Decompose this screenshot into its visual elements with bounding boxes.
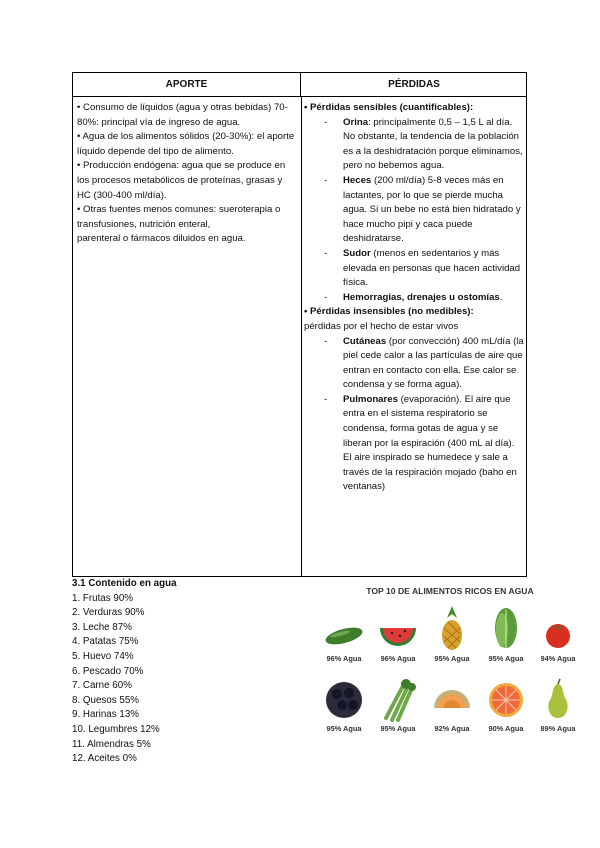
water-percent: 94% Agua xyxy=(540,654,576,663)
aporte-item: parenteral o fármacos diluidos en agua. xyxy=(77,233,246,245)
food-card xyxy=(532,678,584,733)
water-percent: 95% Agua xyxy=(434,654,470,663)
blueberries-icon xyxy=(322,678,366,722)
loss-item-hemorragias: - Hemorragias, drenajes u ostomías. xyxy=(324,291,503,303)
food-card xyxy=(426,678,478,733)
list-item: 8. Quesos 55% xyxy=(72,694,139,706)
list-item: 5. Huevo 74% xyxy=(72,650,134,662)
water-percent: 95% Agua xyxy=(380,724,416,733)
section-title: 3.1 Contenido en agua xyxy=(72,578,177,589)
column-divider xyxy=(301,97,302,576)
list-item: 9. Harinas 13% xyxy=(72,709,139,721)
aporte-column xyxy=(77,101,295,247)
perdidas-column xyxy=(304,101,524,495)
list-item: 1. Frutas 90% xyxy=(72,592,133,604)
water-percent: 95% Agua xyxy=(488,654,524,663)
tomato-icon xyxy=(536,616,580,652)
header-perdidas: PÉRDIDAS xyxy=(301,73,527,97)
water-content-list xyxy=(72,577,177,767)
list-item: 10. Legumbres 12% xyxy=(72,723,160,735)
watermelon-icon xyxy=(376,616,420,652)
food-card xyxy=(480,678,532,733)
insensibles-title: • Pérdidas insensibles (no medibles): xyxy=(304,306,474,318)
water-percent: 95% Agua xyxy=(326,724,362,733)
food-card xyxy=(480,604,532,663)
food-card xyxy=(318,678,370,733)
sensibles-title: • Pérdidas sensibles (cuantificables): xyxy=(304,102,474,113)
food-card xyxy=(372,678,424,733)
list-item: 7. Carne 60% xyxy=(72,680,132,692)
aporte-item: • Agua de los alimentos sólidos (20-30%): el aporte líquido depende del tipo de alimento. xyxy=(77,131,295,157)
food-card xyxy=(532,616,584,663)
list-item: 3. Leche 87% xyxy=(72,621,132,633)
cantaloupe-icon xyxy=(430,678,474,722)
pineapple-icon xyxy=(430,604,474,652)
loss-item-orina: - Orina: principalmente 0,5 – 1,5 L al día. No obstante, la tendencia de la población es a la deshidratación porque eliminamos, pero no bebemos agua. xyxy=(324,116,523,172)
grapefruit-icon xyxy=(484,678,528,722)
aporte-item: • Producción endógena: agua que se produce en los procesos metabólicos de proteínas, grasas y HC (300-400 ml/día). xyxy=(77,160,286,201)
list-item: 12. Aceites 0% xyxy=(72,753,137,765)
pear-icon xyxy=(536,678,580,722)
list-item: 4. Patatas 75% xyxy=(72,636,139,648)
water-percent: 96% Agua xyxy=(380,654,416,663)
list-item: 11. Almendras 5% xyxy=(72,738,151,750)
insensibles-subtitle: pérdidas por el hecho de estar vivos xyxy=(304,320,459,332)
header-aporte: APORTE xyxy=(73,73,301,97)
food-card xyxy=(318,616,370,663)
food-card xyxy=(372,616,424,663)
list-item: 6. Pescado 70% xyxy=(72,665,144,677)
nutrition-table xyxy=(72,72,527,577)
water-foods-infographic xyxy=(316,582,584,742)
loss-item-heces: - Heces (200 ml/día) 5-8 veces más en lactantes, por lo que se pierde mucha agua. Si un bebe no está bien hidratado y hace mucho pipi y caca puede deshidratarse. xyxy=(324,174,521,245)
water-percent: 90% Agua xyxy=(488,724,524,733)
loss-item-cutaneas: - Cutáneas (por convección) 400 mL/día (la piel cede calor a las partículas de aire que entran en contacto con ella. Ese calor se condensa y se forma agua). xyxy=(324,335,524,391)
cucumber-icon xyxy=(322,616,366,652)
water-percent: 89% Agua xyxy=(540,724,576,733)
aporte-item: • Consumo de líquidos (agua y otras bebidas) 70-80%: principal vía de ingreso de agua. xyxy=(77,102,288,128)
water-percent: 92% Agua xyxy=(434,724,470,733)
list-item: 2. Verduras 90% xyxy=(72,607,145,619)
aporte-item: • Otras fuentes menos comunes: sueroterapia o transfusiones, nutrición enteral, xyxy=(77,204,281,230)
celery-icon xyxy=(376,678,420,722)
lettuce-icon xyxy=(484,604,528,652)
water-percent: 96% Agua xyxy=(326,654,362,663)
loss-item-pulmonares: - Pulmonares (evaporación). El aire que entra en el sistema respiratorio se condensa, forma gotas de agua y se liberan por la espiración (400 mL al día). El aire inspirado se humedece y sale a través de la respiración mojado (baho en ventanas) xyxy=(324,393,517,493)
food-card xyxy=(426,604,478,663)
loss-item-sudor: - Sudor (menos en sedentarios y más elevada en personas que hacen actividad física. xyxy=(324,247,521,289)
infographic-title: TOP 10 DE ALIMENTOS RICOS EN AGUA xyxy=(366,586,534,596)
